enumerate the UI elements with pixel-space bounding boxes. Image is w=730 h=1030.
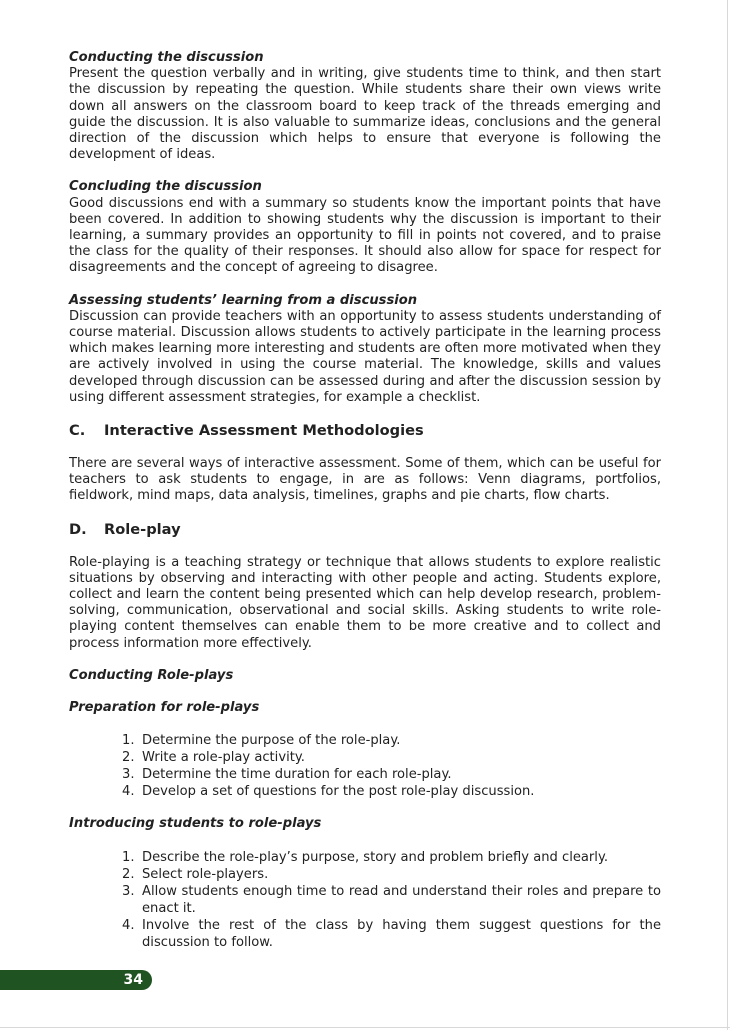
page-number-tab xyxy=(0,970,152,990)
preparation-paragraph xyxy=(69,700,661,716)
page-edge-right xyxy=(727,0,728,1030)
list-item xyxy=(122,866,661,883)
conducting-discussion-paragraph xyxy=(69,50,661,163)
assessing-learning-body: Discussion can provide teachers with an opportunity to assess students understanding of course material. Discussion allows students to actively participate in the learning process which makes learning more interesting and students are often more motivated when they are actively involved in using the course material. The knowledge, skills and values developed through discussion can be assessed during and after the discussion session by using different assessment strategies, for example a checklist. xyxy=(69,308,661,405)
conducting-roleplays-heading: Conducting Role-plays xyxy=(69,667,234,683)
preparation-list xyxy=(69,732,661,800)
conducting-roleplays-paragraph xyxy=(69,668,661,684)
page-number: 34 xyxy=(123,972,143,988)
list-number: 2. xyxy=(122,866,135,882)
section-d-heading xyxy=(69,521,661,539)
list-item xyxy=(122,732,661,749)
preparation-heading: Preparation for role-plays xyxy=(69,700,260,716)
list-number: 1. xyxy=(122,733,135,749)
list-item-text: Write a role-play activity. xyxy=(142,750,305,766)
assessing-learning-paragraph xyxy=(69,293,661,406)
concluding-discussion-paragraph xyxy=(69,179,661,276)
conducting-discussion-heading: Conducting the discussion xyxy=(69,50,264,65)
section-d-letter: D. xyxy=(69,520,87,538)
list-number: 3. xyxy=(122,767,135,783)
list-item-text: Involve the rest of the class by having them suggest questions for the discussion to follow. xyxy=(142,917,661,950)
introducing-list xyxy=(69,849,661,951)
list-item xyxy=(122,783,661,800)
introducing-paragraph xyxy=(69,816,661,832)
list-item xyxy=(122,749,661,766)
page-content xyxy=(69,50,661,951)
list-item-text: Develop a set of questions for the post role-play discussion. xyxy=(142,784,535,800)
section-c-title: Interactive Assessment Methodologies xyxy=(104,422,424,440)
list-item xyxy=(122,849,661,866)
section-c-heading xyxy=(69,422,661,440)
list-item xyxy=(122,883,661,917)
concluding-discussion-body: Good discussions end with a summary so students know the important points that have been covered. In addition to showing students why the discussion is important to their learning, a summary provides an opportunity to fill in points not covered, and to praise the class for the quality of their responses. It should also allow for space for respect for disagreements and the concept of agreeing to disagree. xyxy=(69,195,661,276)
list-number: 1. xyxy=(122,849,135,865)
list-item-text: Describe the role-play’s purpose, story and problem briefly and clearly. xyxy=(142,849,608,865)
list-number: 2. xyxy=(122,750,135,766)
section-d-title: Role-play xyxy=(104,520,181,538)
assessing-learning-heading: Assessing students’ learning from a discussion xyxy=(69,292,418,308)
list-number: 3. xyxy=(122,883,135,899)
list-number: 4. xyxy=(122,917,135,933)
list-item xyxy=(122,766,661,783)
list-item xyxy=(122,917,661,951)
introducing-heading: Introducing students to role-plays xyxy=(69,816,322,832)
list-item-text: Determine the time duration for each role-play. xyxy=(142,767,452,783)
list-item-text: Select role-players. xyxy=(142,866,269,882)
list-number: 4. xyxy=(122,784,135,800)
list-item-text: Allow students enough time to read and understand their roles and prepare to enact it. xyxy=(142,883,661,916)
list-item-text: Determine the purpose of the role-play. xyxy=(142,733,401,749)
section-c-letter: C. xyxy=(69,422,86,440)
conducting-discussion-body: Present the question verbally and in writing, give students time to think, and then start the discussion by repeating the question. While students share their own views write down all answers on the classroom board to keep track of the threads emerging and guide the discussion. It is also valuable to summarize ideas, conclusions and the general direction of the discussion which helps to ensure that everyone is following the development of ideas. xyxy=(69,66,661,163)
section-c-body: There are several ways of interactive assessment. Some of them, which can be useful for teachers to ask students to engage, in are as follows: Venn diagrams, portfolios, fieldwork, mind maps, data analysis, timelines, graphs and pie charts, flow charts. xyxy=(69,456,661,504)
page-edge-bottom xyxy=(0,1027,730,1028)
section-d-body: Role-playing is a teaching strategy or technique that allows students to explore realistic situations by observing and interacting with other people and acting. Students explore, collect and learn the content being presented which can help develop research, problem-solving, communication, observational and social skills. Asking students to write role-playing content themselves can enable them to be more creative and to collect and process information more effectively. xyxy=(69,554,661,651)
concluding-discussion-heading: Concluding the discussion xyxy=(69,179,262,195)
